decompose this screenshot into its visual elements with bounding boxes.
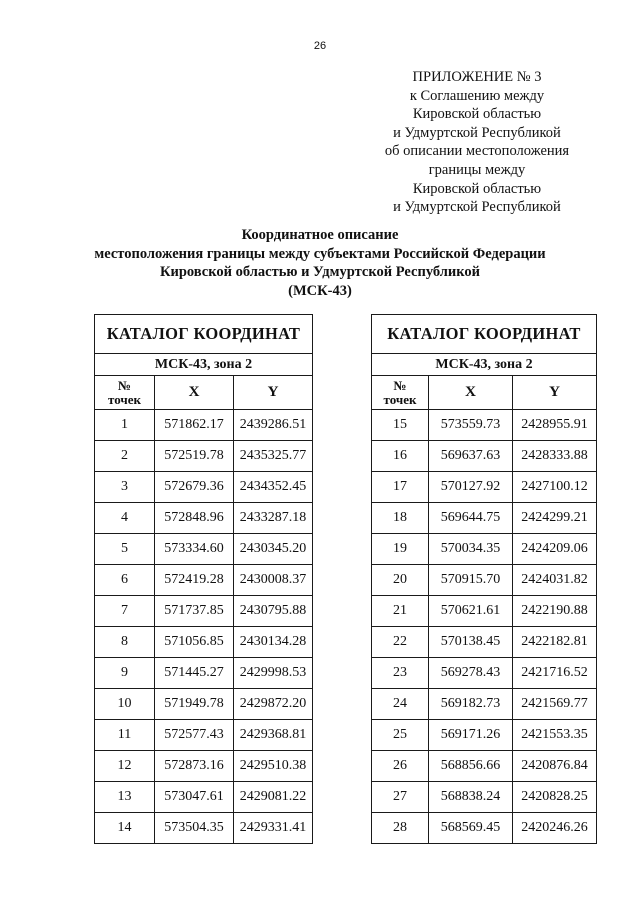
x-coordinate-cell: 572679.36 [155, 472, 234, 503]
heading-line: Координатное описание [241, 227, 399, 243]
x-coordinate-cell: 571445.27 [155, 658, 234, 689]
y-coordinate-cell: 2422190.88 [513, 596, 597, 627]
x-coordinate-cell: 571737.85 [155, 596, 234, 627]
appendix-line: Кировской областью [412, 180, 542, 197]
coordinate-table-left [94, 314, 313, 844]
y-coordinate-cell: 2424299.21 [513, 503, 597, 534]
y-coordinate-cell: 2429331.41 [234, 813, 313, 844]
appendix-block [360, 68, 594, 217]
table-row [95, 441, 313, 472]
y-coordinate-cell: 2439286.51 [234, 410, 313, 441]
y-coordinate-cell: 2422182.81 [513, 627, 597, 658]
point-number-cell: 23 [372, 658, 429, 689]
x-coordinate-cell: 569278.43 [429, 658, 513, 689]
point-number-cell: 7 [95, 596, 155, 627]
point-number-cell: 13 [95, 782, 155, 813]
point-number-cell: 22 [372, 627, 429, 658]
x-header: X [155, 376, 234, 410]
table-row [95, 410, 313, 441]
point-number-cell: 9 [95, 658, 155, 689]
point-number-cell: 10 [95, 689, 155, 720]
x-coordinate-cell: 569171.26 [429, 720, 513, 751]
x-coordinate-cell: 570621.61 [429, 596, 513, 627]
y-header: Y [513, 376, 597, 410]
x-coordinate-cell: 570138.45 [429, 627, 513, 658]
point-number-cell: 18 [372, 503, 429, 534]
point-number-cell: 17 [372, 472, 429, 503]
point-number-cell: 5 [95, 534, 155, 565]
point-number-cell: 19 [372, 534, 429, 565]
zone-label: МСК-43, зона 2 [372, 354, 597, 376]
table-row [372, 751, 597, 782]
y-coordinate-cell: 2427100.12 [513, 472, 597, 503]
point-number-cell: 24 [372, 689, 429, 720]
x-header: X [429, 376, 513, 410]
y-coordinate-cell: 2429081.22 [234, 782, 313, 813]
appendix-line: и Удмуртской Республикой [393, 124, 561, 141]
point-number-cell: 15 [372, 410, 429, 441]
point-number-header [95, 376, 155, 410]
point-number-header-line: точек [383, 391, 417, 407]
y-coordinate-cell: 2429998.53 [234, 658, 313, 689]
x-coordinate-cell: 573559.73 [429, 410, 513, 441]
point-number-cell: 26 [372, 751, 429, 782]
point-number-cell: 4 [95, 503, 155, 534]
point-number-cell: 8 [95, 627, 155, 658]
point-number-cell: 20 [372, 565, 429, 596]
y-coordinate-cell: 2420828.25 [513, 782, 597, 813]
appendix-line: об описании местоположения [384, 143, 570, 160]
y-coordinate-cell: 2421569.77 [513, 689, 597, 720]
x-coordinate-cell: 572577.43 [155, 720, 234, 751]
point-number-cell: 21 [372, 596, 429, 627]
x-coordinate-cell: 573334.60 [155, 534, 234, 565]
table-row [372, 782, 597, 813]
table-row [372, 472, 597, 503]
point-number-cell: 28 [372, 813, 429, 844]
table-row [95, 596, 313, 627]
table-row [372, 534, 597, 565]
x-coordinate-cell: 572873.16 [155, 751, 234, 782]
appendix-line: границы между [428, 161, 526, 178]
point-number-cell: 11 [95, 720, 155, 751]
table-row [95, 472, 313, 503]
x-coordinate-cell: 569637.63 [429, 441, 513, 472]
y-coordinate-cell: 2420246.26 [513, 813, 597, 844]
y-coordinate-cell: 2421716.52 [513, 658, 597, 689]
point-number-cell: 16 [372, 441, 429, 472]
point-number-cell: 25 [372, 720, 429, 751]
catalog-title: КАТАЛОГ КООРДИНАТ [95, 315, 313, 354]
y-coordinate-cell: 2428955.91 [513, 410, 597, 441]
heading-line: местоположения границы между субъектами Российской Федерации [94, 245, 546, 262]
y-header: Y [234, 376, 313, 410]
y-coordinate-cell: 2429368.81 [234, 720, 313, 751]
point-number-cell: 1 [95, 410, 155, 441]
table-row [95, 503, 313, 534]
y-coordinate-cell: 2433287.18 [234, 503, 313, 534]
point-number-header-line: точек [108, 391, 141, 407]
document-heading [40, 226, 600, 300]
table-row [95, 782, 313, 813]
table-row [95, 565, 313, 596]
point-number-cell: 6 [95, 565, 155, 596]
point-number-cell: 3 [95, 472, 155, 503]
zone-label: МСК-43, зона 2 [95, 354, 313, 376]
y-coordinate-cell: 2424209.06 [513, 534, 597, 565]
table-row [372, 813, 597, 844]
table-row [372, 441, 597, 472]
table-row [372, 720, 597, 751]
y-coordinate-cell: 2429872.20 [234, 689, 313, 720]
table-row [372, 410, 597, 441]
y-coordinate-cell: 2424031.82 [513, 565, 597, 596]
x-coordinate-cell: 571862.17 [155, 410, 234, 441]
point-number-cell: 27 [372, 782, 429, 813]
page-number: 26 [313, 40, 327, 52]
x-coordinate-cell: 572519.78 [155, 441, 234, 472]
x-coordinate-cell: 570127.92 [429, 472, 513, 503]
y-coordinate-cell: 2420876.84 [513, 751, 597, 782]
heading-line: Кировской областью и Удмуртской Республикой [159, 264, 481, 281]
y-coordinate-cell: 2434352.45 [234, 472, 313, 503]
y-coordinate-cell: 2421553.35 [513, 720, 597, 751]
table-row [95, 658, 313, 689]
y-coordinate-cell: 2428333.88 [513, 441, 597, 472]
point-number-cell: 12 [95, 751, 155, 782]
y-coordinate-cell: 2430134.28 [234, 627, 313, 658]
x-coordinate-cell: 573504.35 [155, 813, 234, 844]
x-coordinate-cell: 572419.28 [155, 565, 234, 596]
point-number-header-line: № [117, 377, 132, 393]
appendix-line: Кировской областью [412, 106, 542, 123]
x-coordinate-cell: 568856.66 [429, 751, 513, 782]
table-row [95, 813, 313, 844]
table-row [95, 689, 313, 720]
table-row [95, 720, 313, 751]
point-number-cell: 2 [95, 441, 155, 472]
table-row [95, 534, 313, 565]
y-coordinate-cell: 2430008.37 [234, 565, 313, 596]
x-coordinate-cell: 568569.45 [429, 813, 513, 844]
x-coordinate-cell: 569182.73 [429, 689, 513, 720]
x-coordinate-cell: 572848.96 [155, 503, 234, 534]
y-coordinate-cell: 2430795.88 [234, 596, 313, 627]
y-coordinate-cell: 2430345.20 [234, 534, 313, 565]
y-coordinate-cell: 2429510.38 [234, 751, 313, 782]
point-number-header [372, 376, 429, 410]
catalog-title: КАТАЛОГ КООРДИНАТ [372, 315, 597, 354]
appendix-line: к Соглашению между [409, 87, 545, 104]
x-coordinate-cell: 573047.61 [155, 782, 234, 813]
x-coordinate-cell: 568838.24 [429, 782, 513, 813]
x-coordinate-cell: 570034.35 [429, 534, 513, 565]
point-number-header-line: № [393, 377, 407, 393]
table-row [372, 658, 597, 689]
table-row [95, 627, 313, 658]
x-coordinate-cell: 571949.78 [155, 689, 234, 720]
appendix-line: ПРИЛОЖЕНИЕ № 3 [412, 69, 542, 85]
heading-line: (МСК-43) [288, 282, 352, 299]
table-row [372, 503, 597, 534]
table-row [372, 565, 597, 596]
point-number-cell: 14 [95, 813, 155, 844]
table-row [95, 751, 313, 782]
table-row [372, 596, 597, 627]
y-coordinate-cell: 2435325.77 [234, 441, 313, 472]
x-coordinate-cell: 569644.75 [429, 503, 513, 534]
x-coordinate-cell: 570915.70 [429, 565, 513, 596]
table-row [372, 627, 597, 658]
table-row [372, 689, 597, 720]
x-coordinate-cell: 571056.85 [155, 627, 234, 658]
coordinate-table-right [371, 314, 597, 844]
appendix-line: и Удмуртской Республикой [393, 199, 561, 216]
